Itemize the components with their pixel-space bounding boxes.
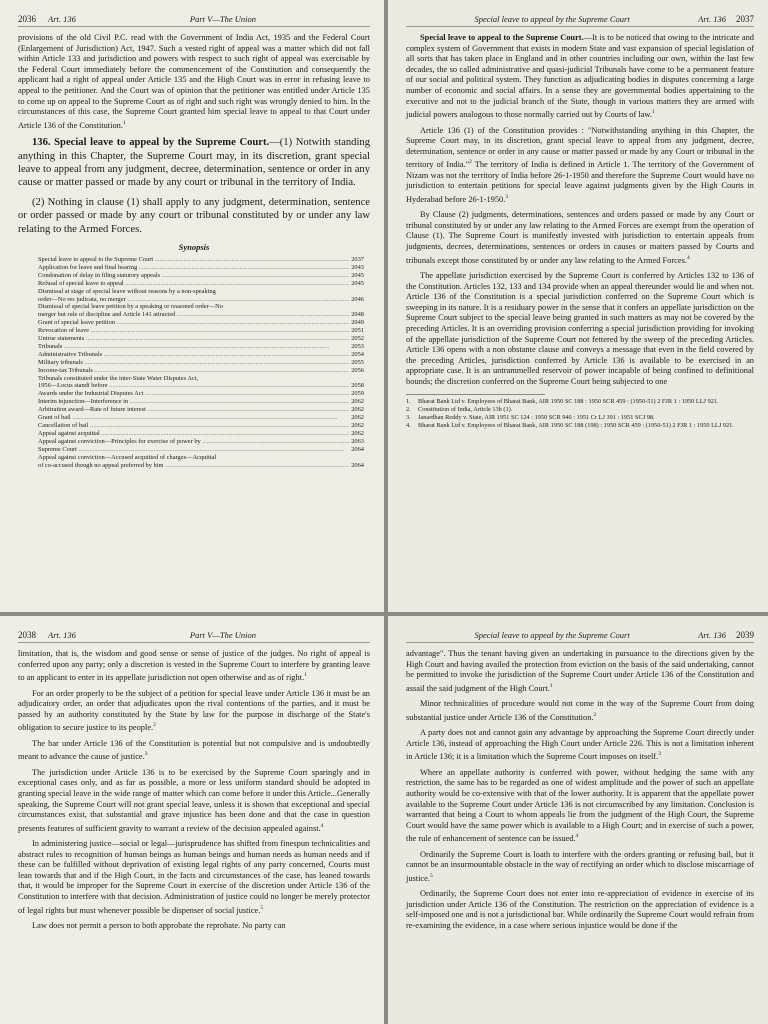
page-body — [18, 649, 370, 932]
synopsis-entry — [38, 359, 364, 367]
article-136-clause-1: 136. Special leave to appeal by the Supreme Court.—(1) Notwith standing anything in this Chapter, the Supreme Court may, in its discretion, grant special leave to appeal from any judgment, decree, determination, sentence or order in any cause or matter passed or made by any court or tribunal in the territory of India. — [18, 137, 370, 189]
synopsis-entry — [38, 382, 364, 390]
synopsis-entry-title: Military tribunals ..... — [38, 359, 349, 367]
paragraph: By Clause (2) judgments, determinations, sentences and orders passed or made by any Court or tribunal constituted by or under any law relating to the Armed Forces are exempt from the operation of Clause (1). The Supreme Court is manifestly invested with jurisdiction to entertain appeals from judgments, decrees, determinations, sentences or orders in causes or matters passed by Courts and tribunals except those constituted by or under any law relating to the Armed Forces.$^4$ — [406, 210, 754, 265]
footnote-number: 3. — [406, 413, 411, 421]
synopsis-entry — [38, 406, 364, 414]
synopsis-entry-page: 2064 — [351, 445, 364, 453]
header-article: Art. 136 — [48, 14, 76, 24]
synopsis-entry — [38, 454, 364, 462]
synopsis-entry-page: 2062 — [351, 414, 364, 422]
synopsis-entry-page: 2059 — [351, 390, 364, 398]
paragraph: The jurisdiction under Article 136 is to be exercised by the Supreme Court sparingly and in exceptional cases only, and as far as possible, a more or less uniform standard should be adopted in granting special leave in the wide range of matter which can come before it under this Article...Generally speaking, the Supreme Court will not grant special leave, unless it is shown that exceptional and special circumstances exist, that substantial and grave injustice has been done and that the case in question presents features of sufficient gravity to warrant a review of the decision appealed against.$^4$ — [18, 767, 370, 833]
paragraph: A party does not and cannot gain any advantage by approaching the Supreme Court directly under Article 136, instead of approaching the High Court under Article 226. This is not a limitation inherent in Article 136; it is a limitation which the Supreme Court imposes on itself.$^3$ — [406, 728, 754, 762]
paragraph: Law does not permit a person to both approbate the reprobate. No party can — [32, 921, 286, 931]
footnote-marker: 1 — [304, 672, 307, 679]
footnote-marker: 4 — [575, 833, 579, 840]
footnote-text: Constitution of India, Article 13b (1). — [418, 405, 513, 413]
synopsis-entry — [38, 390, 364, 398]
synopsis-entry-page: 2045 — [351, 279, 364, 287]
synopsis-entry-title: Dismissal of special leave petition by a speaking or reasoned order—No — [38, 303, 223, 311]
synopsis-entry — [38, 296, 364, 304]
synopsis-entry-page: 2056 — [351, 366, 364, 374]
synopsis-entry-title: Awards under the Industrial Disputes Act ..... — [38, 390, 349, 398]
synopsis-entry-page: 2062 — [351, 422, 364, 430]
footnote — [406, 422, 754, 430]
synopsis-entry-page: 2048 — [351, 311, 364, 319]
paragraph: Article 136 (1) of the Constitution provides : "Notwithstanding anything in this Chapter, the Supreme Court may, in its discretion, grant special leave to appeal from any judgment, decree, determination, sentence or order in any cause or matter passed or made by any Court or tribunal in the territory of India."$^2$ The territory of India is defined in Article 1. The territory of the Government of Nizam was not the territory of India before 26-1-1950 and therefore the Supreme Court would have no jurisdiction to entertain petitions for special leave against judgments given by the High Courts in Hyderabad before 26-1-1950.$^3$ — [406, 125, 754, 204]
footnote-text: Janardhan Reddy v. State, AIR 1951 SC 124 : 1950 SCR 940 : 1951 Cr LJ 391 : 1951 SCJ 98. — [418, 413, 655, 421]
footnote-marker: 3 — [658, 751, 661, 758]
synopsis-entry-page — [362, 303, 364, 311]
synopsis-entry-page: 2055 — [351, 358, 364, 366]
footnote-number: 2. — [406, 405, 411, 413]
synopsis-entry — [38, 351, 364, 359]
paragraph: Ordinarily, the Supreme Court does not enter into re-appreciation of evidence in exercise of its jurisdiction under Article 136 of the Constitution. The restriction on the appreciation of evidence is a self-imposed one and is not a jurisdictional bar. While ordinarily the Supreme Court would refrain from re-examining the evidence, in a case where serious injustice would be done if the — [406, 889, 754, 931]
synopsis-entry — [38, 264, 364, 272]
synopsis-entry-page: 2049 — [351, 319, 364, 327]
paragraph: The bar under Article 136 of the Constitution is potential but not compulsive and is undoubtedly meant to advance the cause of justice.$^3$ — [18, 738, 370, 762]
synopsis-entry-page: 2062 — [351, 406, 364, 414]
header-article: Art. 136 — [48, 630, 76, 640]
footnote-marker: 5 — [429, 872, 433, 879]
header-article: Art. 136 — [698, 630, 726, 640]
article-136-clause-2: (2) Nothing in clause (1) shall apply to any judgment, determination, sentence or order passed or made by any court or tribunal constituted by or under any law relating to the Armed Forces. — [18, 196, 370, 235]
synopsis-entry-title: Untrue statements ..... — [38, 335, 349, 343]
synopsis-entry-page: 2043 — [351, 263, 364, 271]
synopsis-entry-page: 2054 — [351, 350, 364, 358]
synopsis-entry-page: 2046 — [351, 295, 364, 303]
footnote — [406, 398, 754, 406]
synopsis-entry-page — [362, 454, 364, 462]
synopsis-entry — [38, 462, 364, 470]
footnote-number: 1. — [406, 397, 411, 405]
footnote-marker: 3 — [144, 751, 148, 758]
synopsis-entry-page: 2037 — [351, 255, 364, 263]
footnote — [406, 406, 754, 414]
footnote-marker: 2 — [593, 711, 597, 718]
synopsis-entry — [38, 288, 364, 296]
article-heading: 136. Special leave to appeal by the Supreme Court. — [32, 137, 270, 149]
synopsis-entry-title: merger but rule of discipline and Article 141 attracted ..... — [38, 311, 349, 319]
paragraph: In administering justice—social or legal—jurisprudence has shifted from finespun technicalities and abstract rules to recognition of human beings as human beings and human needs as human needs and if these can be fulfilled without deprivation of existing legal rights of any party concerned, Courts must lean towards that and if the High Court, in the facts and circumstances of the case, has leaned towards that, it would be improper for the Supreme Court in exercise of the discretion under Article 136 of the Constitution to interfere with that decision. Administration of justice could no longer be merely protector of legal rights but must whenever possible be dispenser of social justice.$^5$ — [18, 839, 370, 915]
synopsis-entry-title: Income-tax Tribunals ..... — [38, 367, 349, 375]
page-number: 2039 — [736, 630, 754, 640]
synopsis-entry-page: 2063 — [351, 437, 364, 445]
synopsis-entry — [38, 438, 364, 446]
footnote-marker: 4 — [320, 822, 324, 829]
header-title: Special leave to appeal by the Supreme Court — [474, 630, 630, 640]
page-number: 2037 — [736, 14, 754, 24]
footnote — [406, 414, 754, 422]
synopsis-title: Synopsis — [178, 241, 210, 252]
paragraph: limitation, that is, the wisdom and good sense or sense of justice of the judges. No right of appeal is conferred upon any party; only a discretion is vested in the Supreme Court to interfere by granting leave to an applicant to enter in its appellate jurisdiction not open otherwise and as of right.$^1$ — [18, 649, 370, 682]
synopsis-entry-title: Tribunals constituted under the inter-State Water Disputes Act, — [38, 374, 199, 382]
footnote-marker: 1 — [549, 682, 553, 689]
synopsis-entry-page: 2045 — [351, 271, 364, 279]
synopsis-entry-title: Administrative Tribunals ..... — [38, 351, 349, 359]
footnote-marker: 5 — [260, 904, 264, 911]
page-2038 — [0, 616, 384, 1024]
synopsis-entry-title: Refusal of special leave to appeal ..... — [38, 280, 349, 288]
synopsis-entry-title: order—No res judicata, no merger ..... — [38, 296, 349, 304]
footnote-marker: 2 — [153, 722, 156, 729]
section-heading: Special leave to appeal to the Supreme Court. — [420, 33, 584, 42]
synopsis-entry — [38, 367, 364, 375]
synopsis-entry — [38, 327, 364, 335]
header-article: Art. 136 — [698, 14, 726, 24]
synopsis-entry — [38, 430, 364, 438]
header-title: Special leave to appeal by the Supreme Court — [474, 14, 630, 24]
synopsis-entry — [38, 335, 364, 343]
synopsis-entry-title: of co-accused though no appeal preferred by him ..... — [38, 462, 349, 470]
running-header — [406, 630, 754, 643]
synopsis-entry — [38, 280, 364, 288]
paragraph: For an order properly to be the subject of a petition for special leave under Article 136 it must be an adjudicatory order, an order that adjudicates upon the rival contentions of the parties, and it must be passed by an authority constituted by the State by law for the purpose in discharge of the State's obligation to secure justice to its people.$^2$ — [18, 688, 370, 733]
synopsis-entry-title: Application for leave and final hearing ..... — [38, 264, 349, 272]
footnote-number: 4. — [406, 421, 411, 429]
synopsis-entry-page: 2062 — [351, 398, 364, 406]
synopsis-entry-page: 2058 — [351, 382, 364, 390]
footnote-rule — [406, 394, 545, 395]
intro-paragraph: provisions of the old Civil P.C. read with the Government of India Act, 1935 and the Federal Court (Enlargement of Jurisdiction) Act, 1947. Such a vested right of appeal was a matter which did not fall within Article 133 and jurisdiction and powers with respect to such right of appeal was exercisable by the Federal Court immediately before the commencement of the Constitution and consequently the applicant had a right of appeal under Article 135 and the High Court was in error in refusing leave to appeal to the petitioner. And the Court was of opinion that the petitioner was entitled under Article 135 to come up on appeal to the Supreme Court as of right and such right was wrongly denied to him. In the circumstances of this case, the Supreme Court granted him special leave to appeal to that Court under Article 136 of the Constitution.$^1$ — [18, 33, 370, 130]
page-2039 — [388, 616, 768, 1024]
synopsis-entry-title: Appeal against acquittal ..... — [38, 430, 349, 438]
running-header — [406, 14, 754, 27]
page-2037 — [388, 0, 768, 612]
synopsis-entry — [38, 303, 364, 311]
synopsis-list — [18, 256, 370, 469]
synopsis-entry-title: Arbitration award—Rate of future interest ..... — [38, 406, 349, 414]
synopsis-entry — [38, 398, 364, 406]
synopsis-entry — [38, 422, 364, 430]
synopsis-entry-title: Revocation of leave ..... — [38, 327, 349, 335]
header-title: Part V—The Union — [189, 630, 256, 640]
paragraph: Minor technicalities of procedure would not come in the way of the Supreme Court from doing substantial justice under Article 136 of the Constitution.$^2$ — [406, 699, 754, 722]
synopsis-entry-page: 2051 — [351, 327, 364, 335]
synopsis-entry-title: Interim injunction—Interference in ..... — [38, 398, 349, 406]
synopsis-entry-page: 2053 — [351, 342, 364, 350]
page-number: 2038 — [18, 630, 36, 640]
page-body — [406, 649, 754, 932]
synopsis-entry-title: Tribunals ..... — [38, 343, 349, 351]
page-2036 — [0, 0, 384, 612]
synopsis-entry-title: Supreme Court ..... — [38, 446, 349, 454]
synopsis-entry-page: 2062 — [351, 429, 364, 437]
footnote-text: Bharat Bank Ltd v. Employees of Bharat Bank, AIR 1950 SC 188 : 1950 SCR 459 : (1950-51) 2 FJR 1 : 1950 LLJ 921. — [418, 397, 719, 405]
paragraph: Ordinarily the Supreme Court is loath to interfere with the orders granting or refusing bail, but it cannot be an insurmountable obstacle in the way of rectifying an order which to disclose miscarriage of justice.$^5$ — [406, 849, 754, 883]
synopsis-entry — [38, 272, 364, 280]
synopsis-entry-page — [362, 288, 364, 296]
synopsis-entry — [38, 446, 364, 454]
header-title: Part V—The Union — [189, 14, 256, 24]
paragraph: advantage". Thus the tenant having given an undertaking in pursuance to the directions given by the High Court and having availed the protection from eviction on the basis of the said undertaking, cannot be permitted to invoke the jurisdiction of the Supreme Court under Article 136 of the Constitution and assail the said judgment of the High Court.$^1$ — [406, 649, 754, 693]
footnotes — [406, 398, 754, 430]
synopsis-entry-page — [362, 375, 364, 383]
synopsis-entry — [38, 375, 364, 383]
synopsis-entry-page: 2052 — [351, 335, 364, 343]
synopsis-entry-title: Special leave to appeal to the Supreme Court ..... — [38, 256, 349, 264]
synopsis-entry-title: Dismissal at stage of special leave without reasons by a non-speaking — [38, 287, 216, 295]
paragraph: The appellate jurisdiction exercised by the Supreme Court is conferred by Articles 132 to 136 of the Constitution. Articles 132, 133 and 134 provide when an appeal thereunder would lie and when not. Article 136 of the Constitution is a special jurisdiction conferred on the Supreme Court which is sweeping in its nature. It is a residuary power in the sense that it confers an appellate jurisdiction on the Supreme Court subject to the special leave being granted in such matters as may not be covered by the preceding Articles. It is an overriding provision conferring a special jurisdiction providing for invoking of the appellate jurisdiction of the Supreme Court not fettered by the sweep of the preceding Articles. Article 136 opens with a non obstante clause and conveys a message that even in the field covered by the preceding Articles, jurisdiction conferred by Article 136 is available to be exercised in an appropriate case. It is an untrammelled reservoir of power incapable of being confined to definitional bounds; the discretion conferred on the Supreme Court being subjected to one — [406, 271, 754, 386]
synopsis-entry-title: Grant of bail ..... — [38, 414, 349, 422]
synopsis-entry — [38, 343, 364, 351]
synopsis-entry — [38, 414, 364, 422]
paragraph: Where an appellate authority is conferred with power, without hedging the same with any restriction, the same has to be regarded as one of widest amplitude and the power of such an appellate authority would be co-extensive with that of the lower authority. It is apparent that the appellate power available to the Supreme Court under Article 136 is not circumscribed by any limitation. Conclusion is warranted that being a Court to whom appeals lie from the judgment of the High Court, the Supreme Court would have the same power which is available to a High Court; and in exercise of such a power, the rule of enhancement of sentence can be issued.$^4$ — [406, 767, 754, 844]
footnote-text: Bharat Bank Ltd v. Employees of Bharat Bank, AIR 1950 SC 188 (198) : 1950 SCR 459 : (1950-51) 2 FJR 1 : 1950 LLJ 921. — [418, 421, 734, 429]
synopsis-entry-title: Cancellation of bail ..... — [38, 422, 349, 430]
synopsis-entry-title: Appeal against conviction—Accused acquitted of charges—Acquittal — [38, 453, 217, 461]
synopsis-entry-title: Grant of special leave petition ..... — [38, 319, 349, 327]
synopsis-entry — [38, 256, 364, 264]
synopsis-entry-title: 1956—Locus standi before ..... — [38, 382, 349, 390]
synopsis-entry-title: Appeal against conviction—Principles for exercise of power by ..... — [38, 438, 349, 446]
synopsis-entry — [38, 311, 364, 319]
paragraph: Special leave to appeal to the Supreme Court.—It is to be noticed that owing to the intricate and complex system of Government that exists in modern State and vast expansion of special legislation of all sorts that has taken place in England and in other countries including our own, within the last few decades, the so called administrative and quasi-judicial Tribunals have come to be a permanent feature of our social and political system. They function as adjudicating bodies in disputes concerning a large number of economic and social affairs. In a sense they are governmental bodies appertaining to the executive and not to the judicial branch of the State, though in various matters they are armed with judicial powers analogous to those normally carried out by Courts of law.$^1$ — [406, 33, 754, 119]
running-header — [18, 14, 370, 27]
running-header — [18, 630, 370, 643]
synopsis-entry-title: Condonation of delay in filing statutory appeals ..... — [38, 272, 349, 280]
page-number: 2036 — [18, 14, 36, 24]
synopsis-entry — [38, 319, 364, 327]
synopsis-entry-page: 2064 — [351, 461, 364, 469]
